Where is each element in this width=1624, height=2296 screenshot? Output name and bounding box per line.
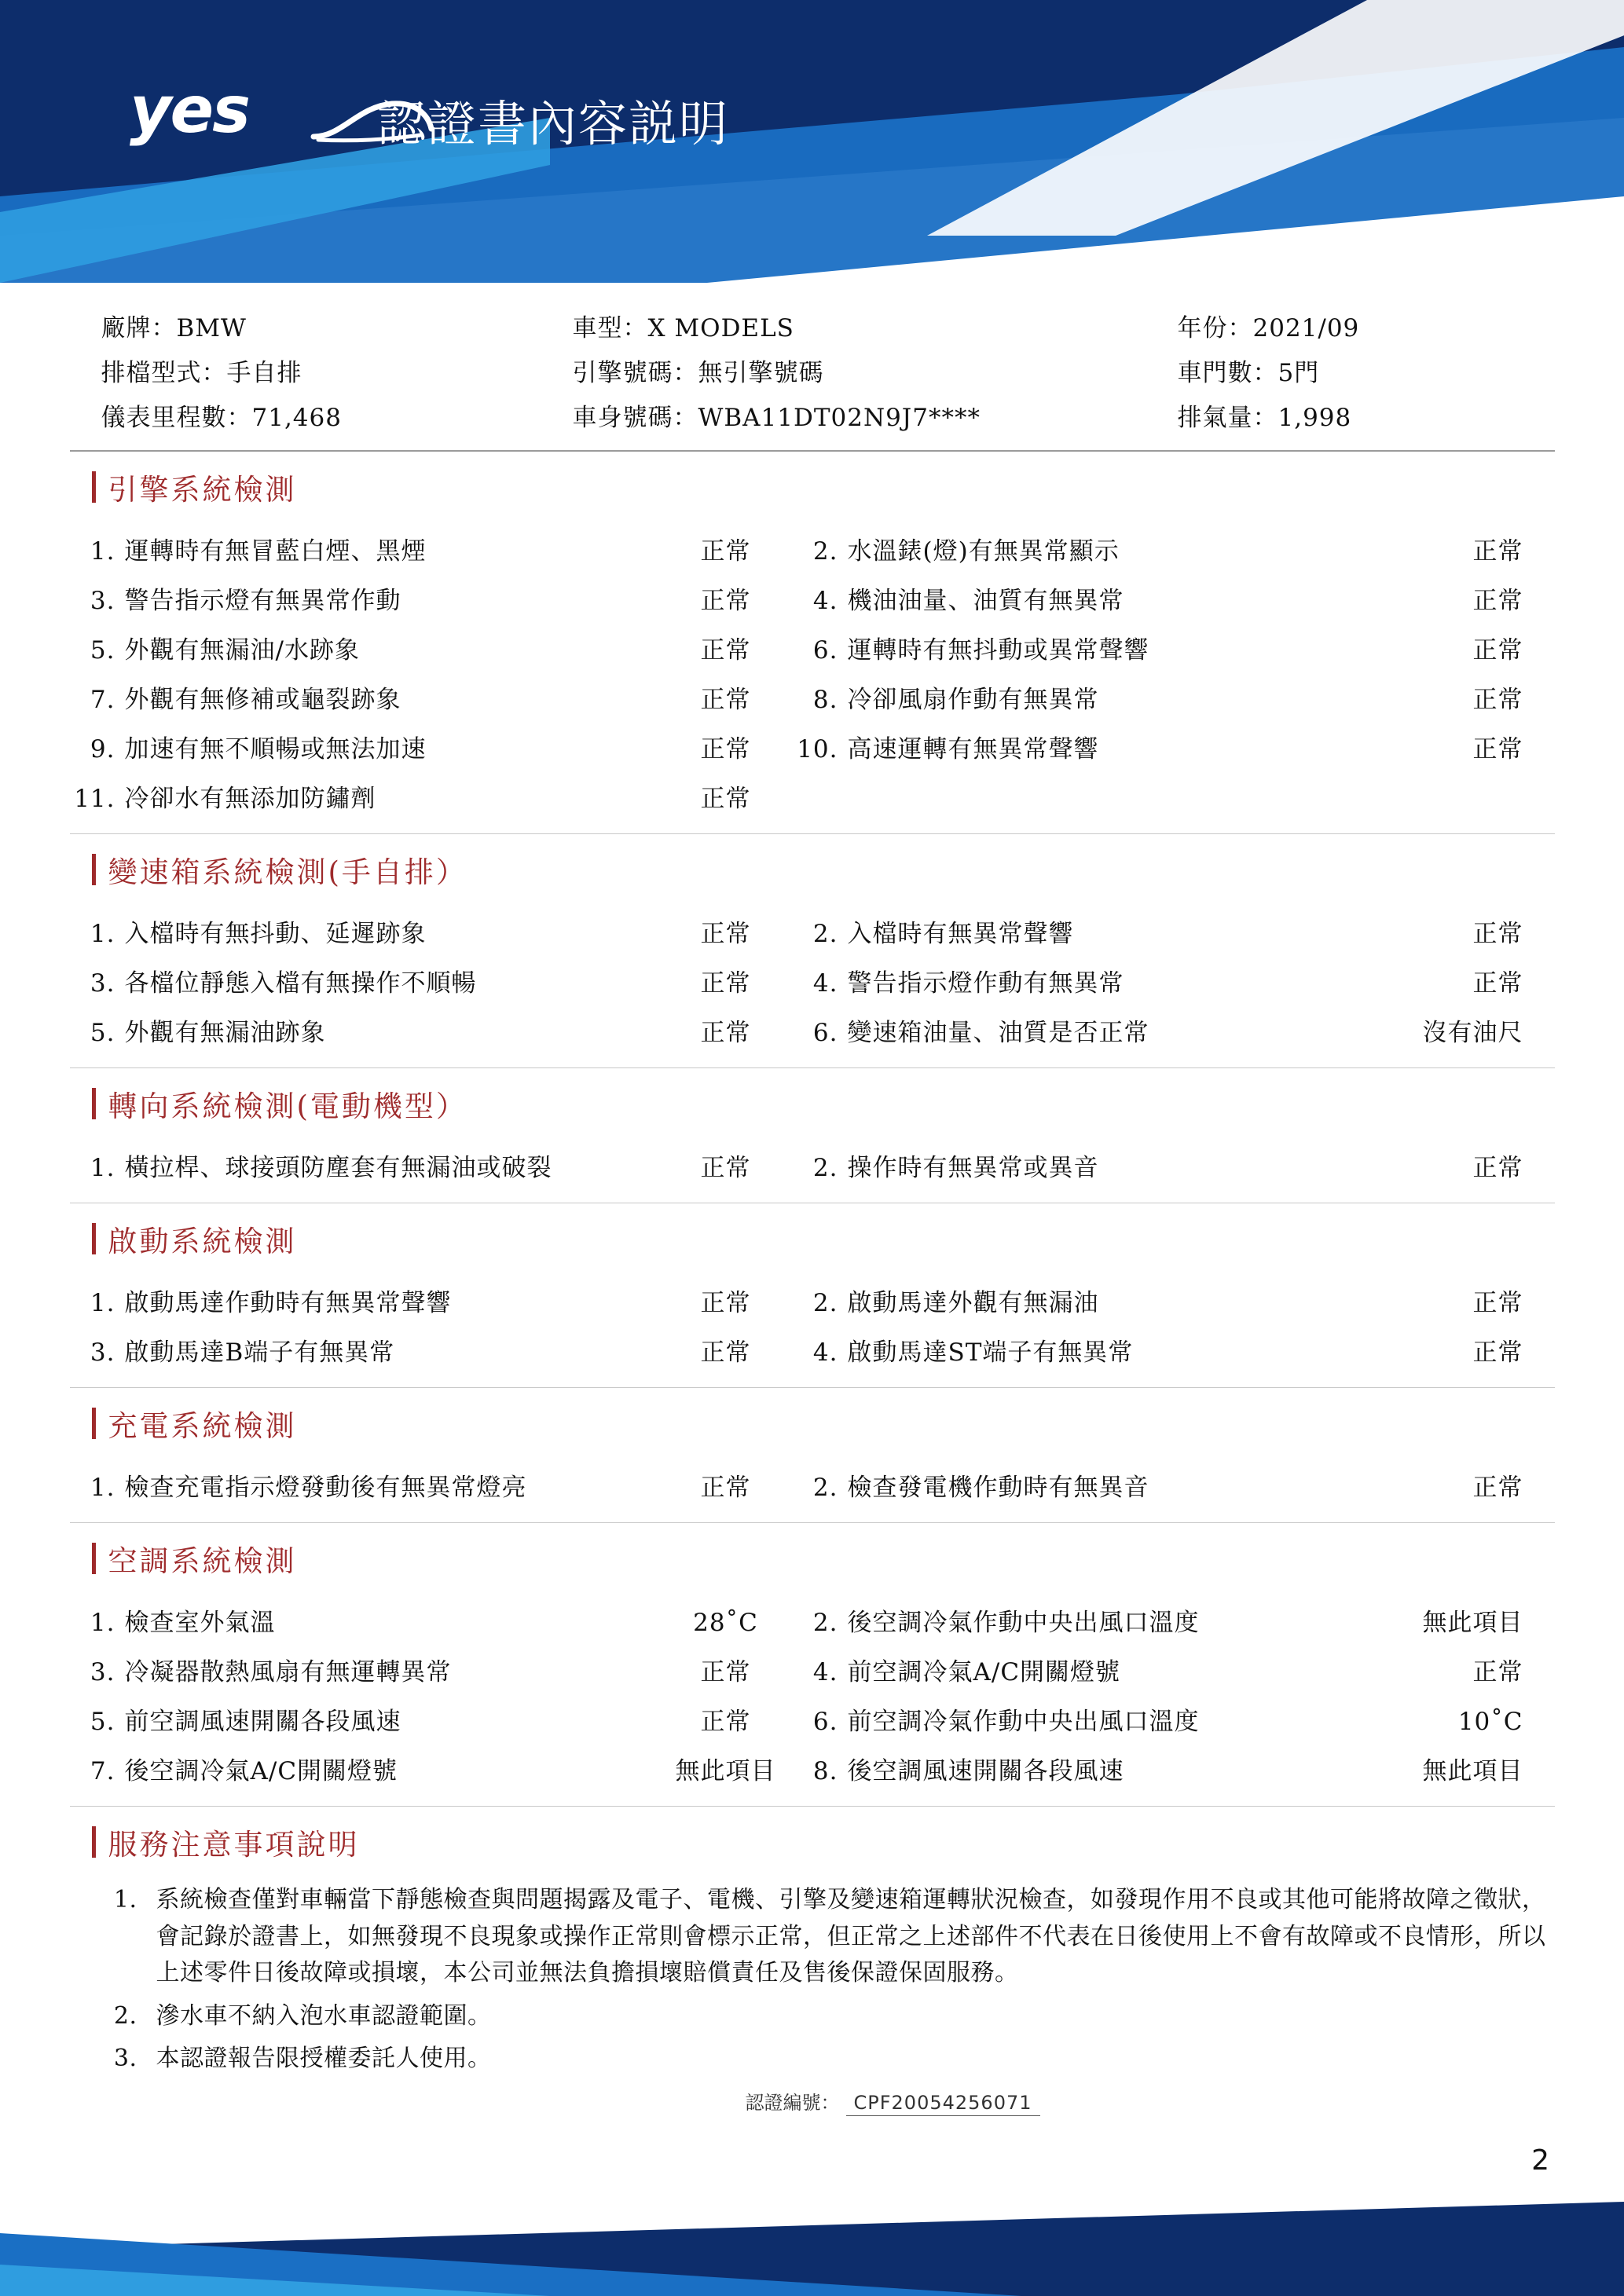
- item-value: 正常: [700, 686, 751, 714]
- item-number: 1.: [90, 1154, 115, 1182]
- certificate-number-block: [746, 2087, 1040, 2116]
- item-number: 8.: [812, 1757, 838, 1785]
- item-number: 3.: [90, 587, 115, 615]
- item-label: 外觀有無漏油跡象: [124, 1019, 326, 1047]
- certificate-number-value: CPF20054256071: [846, 2092, 1040, 2116]
- document-body: [0, 291, 1624, 2116]
- vehicle-info-brand: 廠牌：BMW: [101, 314, 247, 342]
- check-row: [70, 1595, 1555, 1645]
- section-title-steering: [70, 1068, 1555, 1136]
- item-label: 橫拉桿、球接頭防塵套有無漏油或破裂: [124, 1154, 552, 1182]
- item-label: 變速箱油量、油質是否正常: [847, 1019, 1149, 1047]
- item-label: 啟動馬達作動時有無異常聲響: [124, 1289, 452, 1317]
- item-label: 前空調風速開關各段風速: [124, 1708, 401, 1736]
- item-label: 入檔時有無異常聲響: [847, 920, 1074, 948]
- item-number: 2.: [812, 1609, 838, 1637]
- brand-logo-text: yes: [130, 73, 249, 148]
- section-marker-icon: [92, 1543, 96, 1574]
- check-row: [70, 956, 1555, 1005]
- item-label: 冷凝器散熱風扇有無運轉異常: [124, 1658, 452, 1686]
- vehicle-info-year: 年份：2021/09: [1177, 314, 1360, 342]
- item-number: 2.: [812, 920, 838, 948]
- item-value: 正常: [700, 1338, 751, 1367]
- section-marker-icon: [92, 854, 96, 885]
- item-number: 11.: [74, 785, 115, 813]
- page-number: 2: [1531, 2144, 1549, 2177]
- section-items-starter: [70, 1271, 1555, 1387]
- page-header: [0, 0, 1624, 283]
- section-items-charging: [70, 1456, 1555, 1522]
- item-number: 3.: [90, 969, 115, 998]
- item-value: 正常: [1472, 1154, 1523, 1182]
- section-marker-icon: [92, 1826, 96, 1858]
- item-label: 檢查發電機作動時有無異音: [847, 1474, 1149, 1502]
- item-label: 後空調風速開關各段風速: [847, 1757, 1124, 1785]
- item-number: 1.: [90, 1474, 115, 1502]
- section-title-text: 空調系統檢測: [108, 1544, 297, 1578]
- item-number: 5.: [90, 636, 115, 665]
- vehicle-info-gearbox: 排檔型式：手自排: [101, 359, 302, 387]
- item-number: 1.: [90, 1609, 115, 1637]
- item-label: 前空調冷氣作動中央出風口溫度: [847, 1708, 1200, 1736]
- check-row: [70, 1645, 1555, 1694]
- item-value: 正常: [700, 785, 751, 813]
- item-label: 運轉時有無抖動或異常聲響: [847, 636, 1149, 665]
- notice-text: 滲水車不納入泡水車認證範圍。: [156, 2001, 492, 2030]
- vehicle-info-mileage: 儀表里程數：71,468: [101, 404, 342, 432]
- section-title-text: 變速箱系統檢測(手自排）: [108, 855, 467, 889]
- item-label: 檢查室外氣溫: [124, 1609, 276, 1637]
- item-number: 5.: [90, 1708, 115, 1736]
- item-value: 無此項目: [1422, 1609, 1523, 1637]
- check-row: [70, 573, 1555, 623]
- item-value: 正常: [1472, 1474, 1523, 1502]
- item-number: 3.: [90, 1338, 115, 1367]
- item-value: 正常: [700, 735, 751, 764]
- item-value: 正常: [700, 587, 751, 615]
- check-row: [70, 1744, 1555, 1793]
- item-number: 5.: [90, 1019, 115, 1047]
- section-title-text: 啟動系統檢測: [108, 1225, 297, 1258]
- item-number: 2.: [812, 1289, 838, 1317]
- notice-number: 2.: [113, 2001, 137, 2030]
- item-number: 6.: [812, 636, 838, 665]
- section-title-notice: [70, 1807, 1555, 1874]
- item-label: 啟動馬達B端子有無異常: [124, 1338, 395, 1367]
- check-row: [70, 623, 1555, 672]
- item-number: 6.: [812, 1708, 838, 1736]
- vehicle-info-engine-no: 引擎號碼：無引擎號碼: [572, 359, 824, 387]
- item-number: 4.: [812, 1338, 838, 1367]
- item-label: 操作時有無異常或異音: [847, 1154, 1099, 1182]
- section-items-ac: [70, 1591, 1555, 1806]
- vehicle-info-vin: 車身號碼：WBA11DT02N9J7****: [572, 404, 981, 432]
- item-value: 正常: [700, 1019, 751, 1047]
- item-value: 正常: [700, 636, 751, 665]
- check-row: [70, 1005, 1555, 1055]
- notice-text: 本認證報告限授權委託人使用。: [156, 2045, 492, 2072]
- check-row: [70, 771, 1555, 821]
- item-number: 2.: [812, 537, 838, 566]
- item-number: 4.: [812, 587, 838, 615]
- notice-list: [70, 1874, 1555, 2081]
- item-number: 7.: [90, 686, 115, 714]
- section-marker-icon: [92, 1223, 96, 1254]
- item-label: 檢查充電指示燈發動後有無異常燈亮: [124, 1474, 527, 1502]
- section-title-starter: [70, 1203, 1555, 1271]
- item-number: 1.: [90, 1289, 115, 1317]
- vehicle-info-block: [70, 291, 1555, 450]
- item-number: 1.: [90, 537, 115, 566]
- notice-item: [70, 2038, 1555, 2081]
- item-label: 後空調冷氣A/C開關燈號: [124, 1757, 398, 1785]
- item-number: 8.: [812, 686, 838, 714]
- item-value: 28˚C: [693, 1609, 758, 1637]
- item-label: 冷卻風扇作動有無異常: [847, 686, 1099, 714]
- notice-item: [70, 1879, 1555, 1995]
- item-label: 前空調冷氣A/C開關燈號: [847, 1658, 1121, 1686]
- item-value: 正常: [1472, 686, 1523, 714]
- notice-text: 系統檢查僅對車輛當下靜態檢查與問題揭露及電子、電機、引擎及變速箱運轉狀況檢查，如發現作用不良或其他可能將故障之徵狀，會記錄於證書上，如無發現不良現象或操作正常則會標示正常，但正常之上述部件不代表在日後使用上不會有故障或不良情形，所以上述零件日後故障或損壞，本公司並無法負擔損壞賠償責任及售後保證保固服務。: [156, 1886, 1546, 1987]
- item-label: 外觀有無修補或龜裂跡象: [124, 686, 401, 714]
- item-value: 正常: [1472, 1658, 1523, 1686]
- item-value: 無此項目: [1422, 1757, 1523, 1785]
- item-number: 6.: [812, 1019, 838, 1047]
- item-label: 機油油量、油質有無異常: [847, 587, 1124, 615]
- check-row: [70, 906, 1555, 956]
- item-value: 正常: [1472, 587, 1523, 615]
- item-label: 水溫錶(燈)有無異常顯示: [847, 537, 1120, 566]
- page-title: 認證書內容説明: [377, 95, 730, 152]
- item-value: 正常: [1472, 636, 1523, 665]
- item-value: 正常: [700, 969, 751, 998]
- section-marker-icon: [92, 1088, 96, 1119]
- notice-item: [70, 1995, 1555, 2038]
- check-row: [70, 722, 1555, 771]
- check-row: [70, 672, 1555, 722]
- section-items-steering: [70, 1136, 1555, 1203]
- vehicle-info-displacement: 排氣量：1,998: [1177, 404, 1352, 432]
- brand-logo: [130, 73, 365, 165]
- section-title-engine: [70, 452, 1555, 519]
- item-value: 正常: [1472, 537, 1523, 566]
- item-label: 警告指示燈作動有無異常: [847, 969, 1124, 998]
- item-number: 3.: [90, 1658, 115, 1686]
- notice-number: 3.: [113, 2045, 137, 2072]
- section-title-ac: [70, 1523, 1555, 1591]
- item-number: 2.: [812, 1154, 838, 1182]
- item-value: 正常: [700, 1658, 751, 1686]
- item-label: 冷卻水有無添加防鏽劑: [124, 785, 376, 813]
- notice-number: 1.: [113, 1886, 137, 1913]
- item-number: 4.: [812, 969, 838, 998]
- item-number: 1.: [90, 920, 115, 948]
- item-number: 10.: [797, 735, 838, 764]
- page-footer: [0, 2202, 1624, 2296]
- item-value: 正常: [700, 1154, 751, 1182]
- item-value: 正常: [1472, 1338, 1523, 1367]
- item-value: 無此項目: [675, 1757, 776, 1785]
- section-title-transmission: [70, 834, 1555, 902]
- section-items-engine: [70, 519, 1555, 833]
- item-label: 警告指示燈有無異常作動: [124, 587, 401, 615]
- item-value: 10˚C: [1457, 1708, 1523, 1736]
- check-row: [70, 1694, 1555, 1744]
- item-label: 外觀有無漏油/水跡象: [124, 636, 360, 665]
- item-label: 啟動馬達外觀有無漏油: [847, 1289, 1099, 1317]
- vehicle-info-doors: 車門數：5門: [1177, 359, 1320, 387]
- item-value: 正常: [1472, 969, 1523, 998]
- section-title-text: 服務注意事項說明: [108, 1828, 360, 1862]
- item-label: 加速有無不順暢或無法加速: [124, 735, 427, 764]
- section-items-transmission: [70, 902, 1555, 1067]
- item-value: 正常: [700, 1289, 751, 1317]
- certificate-number-label: 認證編號：: [745, 2091, 840, 2114]
- item-label: 啟動馬達ST端子有無異常: [847, 1338, 1134, 1367]
- item-number: 7.: [90, 1757, 115, 1785]
- item-value: 正常: [700, 920, 751, 948]
- check-row: [70, 1141, 1555, 1190]
- item-label: 運轉時有無冒藍白煙、黑煙: [124, 537, 427, 566]
- item-value: 正常: [700, 1474, 751, 1502]
- check-row: [70, 1460, 1555, 1510]
- item-label: 入檔時有無抖動、延遲跡象: [124, 920, 427, 948]
- item-value: 正常: [1472, 735, 1523, 764]
- section-marker-icon: [92, 1408, 96, 1439]
- section-title-text: 轉向系統檢測(電動機型）: [108, 1089, 467, 1123]
- item-label: 高速運轉有無異常聲響: [847, 735, 1099, 764]
- item-label: 後空調冷氣作動中央出風口溫度: [847, 1609, 1200, 1637]
- check-row: [70, 1276, 1555, 1325]
- item-number: 9.: [90, 735, 115, 764]
- item-value: 正常: [1472, 920, 1523, 948]
- item-value: 沒有油尺: [1422, 1019, 1523, 1047]
- check-row: [70, 524, 1555, 573]
- item-value: 正常: [1472, 1289, 1523, 1317]
- check-row: [70, 1325, 1555, 1375]
- item-value: 正常: [700, 537, 751, 566]
- section-title-text: 引擎系統檢測: [108, 473, 297, 507]
- item-number: 4.: [812, 1658, 838, 1686]
- item-number: 2.: [812, 1474, 838, 1502]
- section-marker-icon: [92, 471, 96, 503]
- vehicle-info-model: 車型：X MODELS: [572, 314, 794, 342]
- section-title-text: 充電系統檢測: [108, 1409, 297, 1443]
- item-label: 各檔位靜態入檔有無操作不順暢: [124, 969, 477, 998]
- section-title-charging: [70, 1388, 1555, 1456]
- item-value: 正常: [700, 1708, 751, 1736]
